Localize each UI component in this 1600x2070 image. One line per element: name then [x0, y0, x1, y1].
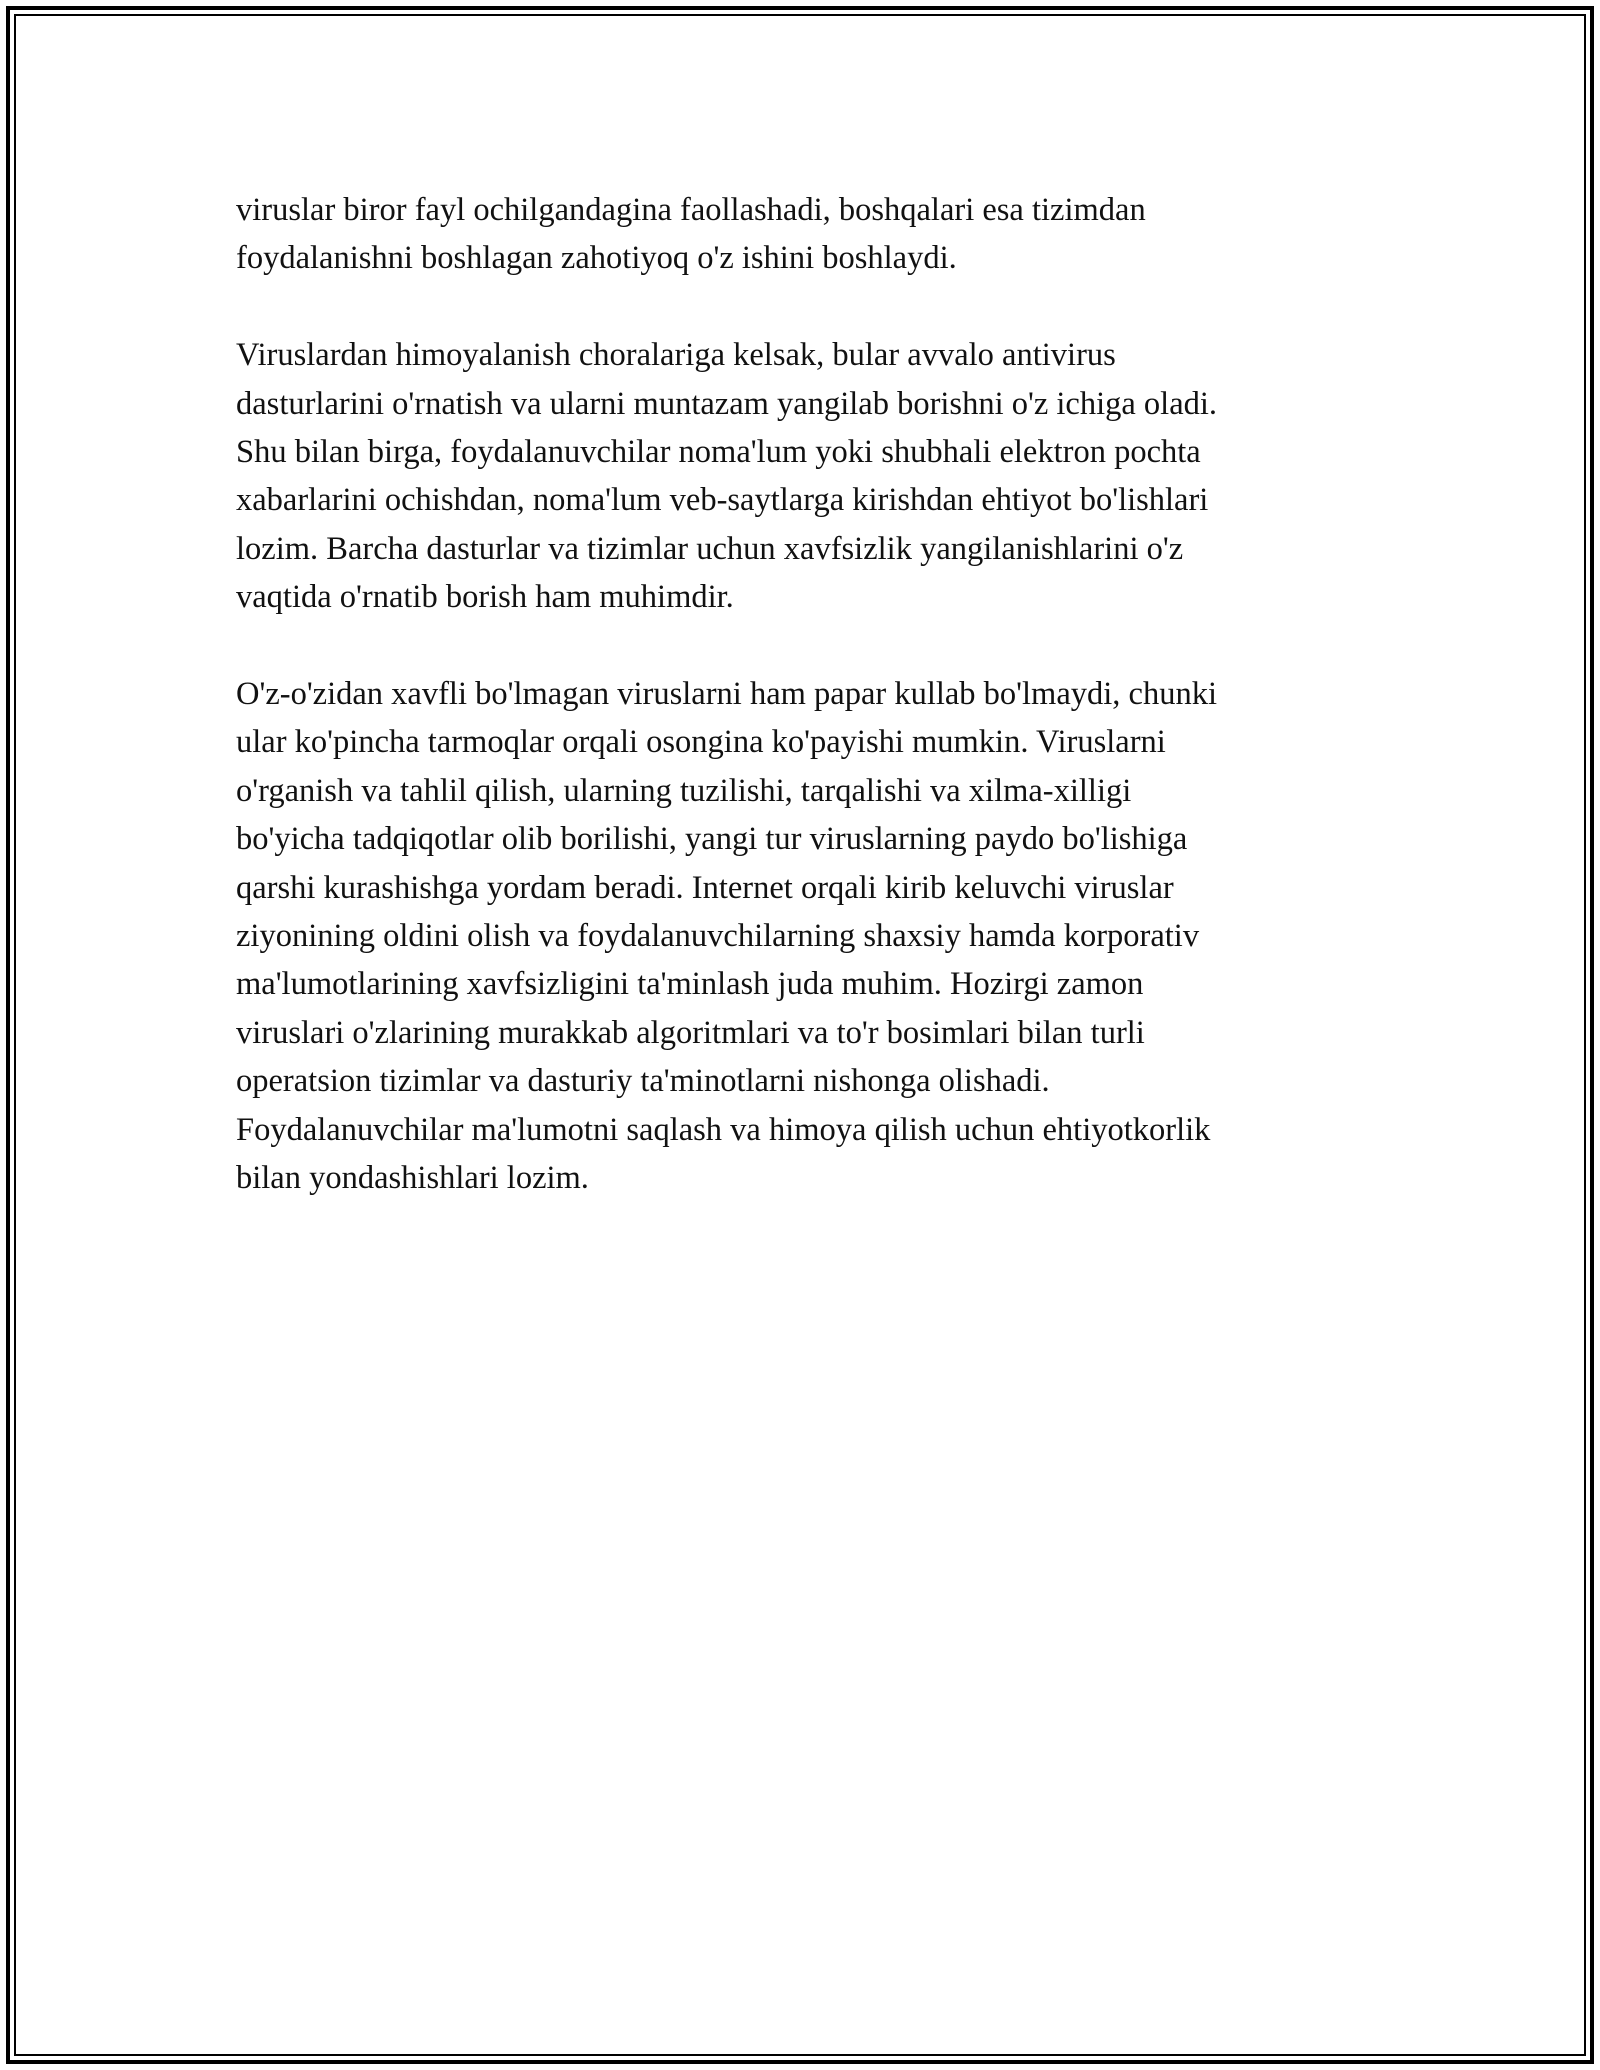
document-body: [236, 186, 1376, 1251]
paragraph-1: viruslar biror fayl ochilgandagina faollashadi, boshqalari esa tizimdan foydalanishni boshlagan zahotiyoq o'z ishini boshlaydi.: [236, 192, 1146, 277]
paragraph-2: Viruslardan himoyalanish choralariga kelsak, bular avvalo antivirus dasturlarini o'rnatish va ularni muntazam yangilab borishni o'z ichiga oladi. Shu bilan birga, foydalanuvchilar noma'lum yoki shubhali elektron pochta xabarlarini ochishdan, noma'lum veb-saytlarga kirishdan ehtiyot bo'lishlari lozim. Barcha dasturlar va tizimlar uchun xavfsizlik yangilanishlarini o'z vaqtida o'rnatib borish ham muhimdir.: [236, 337, 1218, 616]
paragraph-3: O'z-o'zidan xavfli bo'lmagan viruslarni ham papar kullab bo'lmaydi, chunki ular ko'pincha tarmoqlar orqali osongina ko'payishi mumkin. Viruslarni o'rganish va tahlil qilish, ularning tuzilishi, tarqalishi va xilma-xilligi bo'yicha tadqiqotlar olib borilishi, yangi tur viruslarning paydo bo'lishiga qarshi kurashishga yordam beradi. Internet orqali kirib keluvchi viruslar ziyonining oldini olish va foydalanuvchilarning shaxsiy hamda korporativ ma'lumotlarining xavfsizligini ta'minlash juda muhim. Hozirgi zamon viruslari o'zlarining murakkab algoritmlari va to'r bosimlari bilan turli operatsion tizimlar va dasturiy ta'minotlarni nishonga olishadi. Foydalanuvchilar ma'lumotni saqlash va himoya qilish uchun ehtiyotkorlik bilan yondashishlari lozim.: [236, 676, 1217, 1197]
